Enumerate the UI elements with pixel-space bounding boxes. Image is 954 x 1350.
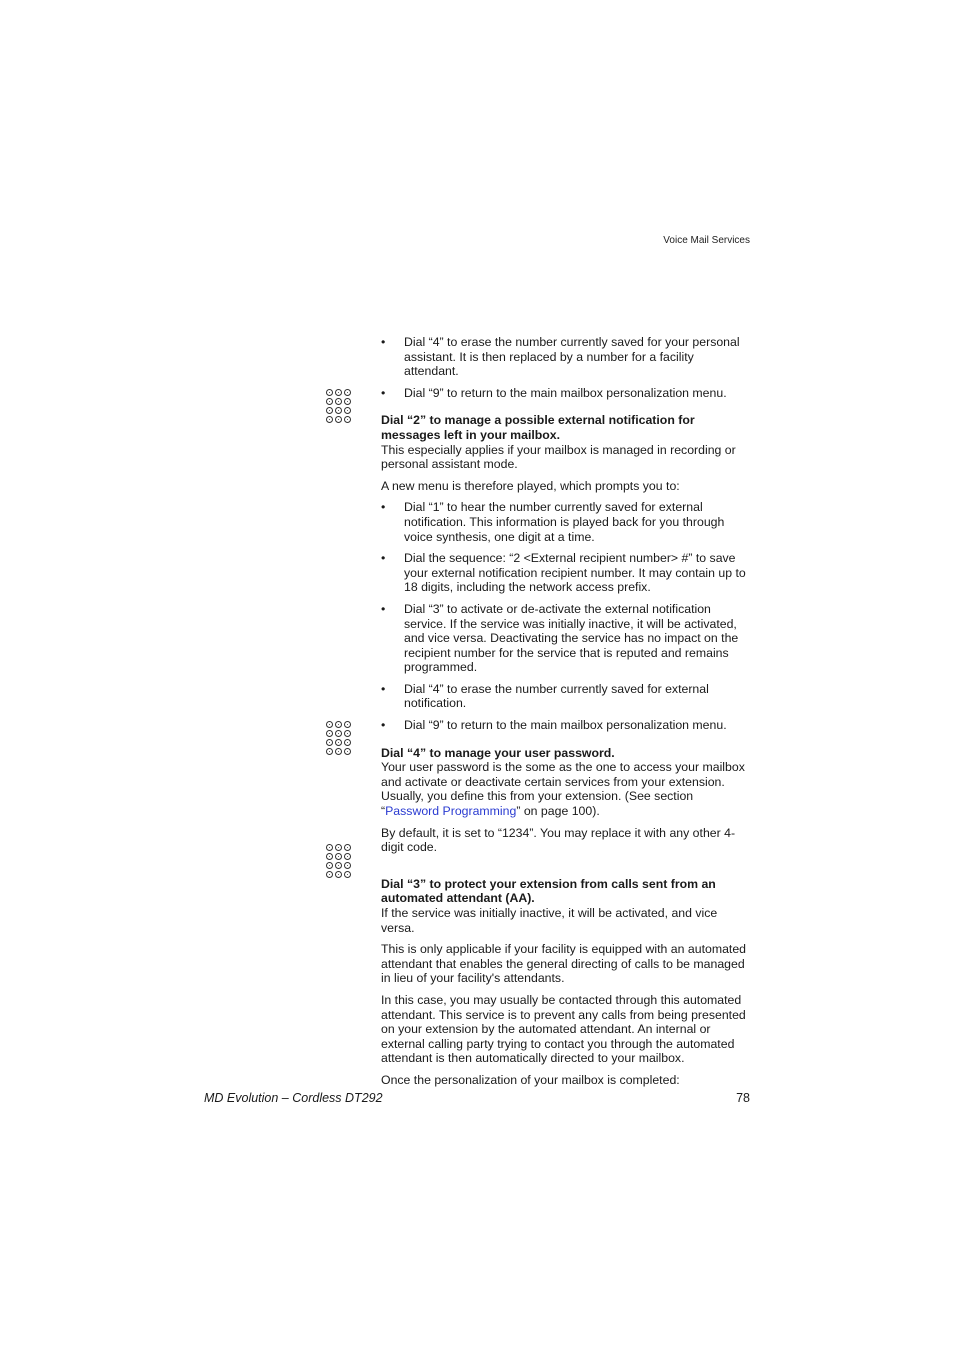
page-content [381,335,751,1095]
section-heading-user-password: Dial “4” to manage your user password. [381,745,615,760]
keypad-icon [326,721,352,755]
list-item: • Dial “1” to hear the number currently saved for external notification. This information is played back for you through voice synthesis, one digit at a time. [381,500,725,544]
section-heading-automated-attendant: Dial “3” to protect your extension from calls sent from an automated attendant (AA). [381,876,716,906]
list-item: • Dial “3” to activate or de-activate the external notification service. If the service was initially inactive, it will be activated, and vice versa. Deactivating the service has no impact on the recipient number for the service that is reputed and remains programmed. [381,601,739,675]
paragraph: By default, it is set to “1234”. You may replace it with any other 4-digit code. [381,825,736,855]
keypad-icon [326,844,352,878]
list-item: • Dial the sequence: “2 <External recipient number> #” to save your external notification recipient number. It may contain up to 18 digits, including the network access prefix. [381,551,746,595]
paragraph: In this case, you may usually be contacted through this automated attendant. This service is to prevent any calls from being presented on your extension by the automated attendant. An internal or external calling party trying to contact you through the automated attendant is then automatically directed to your mailbox. [381,992,746,1066]
keypad-icon [326,389,352,423]
page-number: 78 [736,1091,750,1105]
list-item: • Dial “4” to erase the number currently saved for your personal assistant. It is then replaced by a number for a facility attendant. [381,335,740,379]
paragraph: This is only applicable if your facility is equipped with an automated attendant that enables the general directing of calls to be managed in lieu of your facility's attendants. [381,942,747,986]
list-item: • Dial “9” to return to the main mailbox personalization menu. [381,385,727,400]
footer-title: MD Evolution – Cordless DT292 [204,1091,383,1105]
list-item: • Dial “9” to return to the main mailbox personalization menu. [381,718,727,733]
paragraph: A new menu is therefore played, which prompts you to: [381,478,680,493]
paragraph: Your user password is the some as the one to access your mailbox and activate or deactivate certain services from your extension. Usually, you define this from your extension. (See section “Password Programming” on page 100). [381,760,745,819]
paragraph: Once the personalization of your mailbox is completed: [381,1072,680,1087]
list-item: • Dial “4” to erase the number currently saved for external notification. [381,681,709,711]
paragraph: This especially applies if your mailbox is managed in recording or personal assistant mode. [381,442,736,472]
password-programming-link[interactable]: Password Programming [385,804,517,819]
running-header: Voice Mail Services [663,235,750,246]
paragraph: If the service was initially inactive, it will be activated, and vice versa. [381,906,718,935]
section-heading-external-notification: Dial “2” to manage a possible external notification for messages left in your mailbox. [381,413,695,442]
